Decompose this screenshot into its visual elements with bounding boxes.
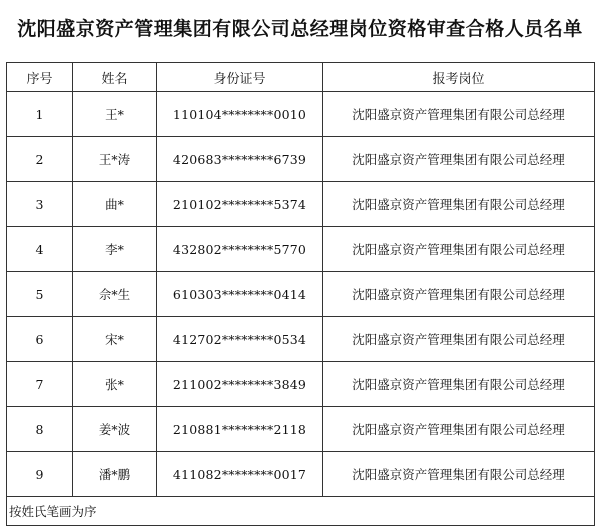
cell-id: 411082********0017 xyxy=(157,452,323,497)
cell-name: 姜*波 xyxy=(73,407,157,452)
table-row xyxy=(7,317,595,362)
cell-position: 沈阳盛京资产管理集团有限公司总经理 xyxy=(323,317,595,362)
header-position: 报考岗位 xyxy=(323,63,595,92)
cell-name: 王* xyxy=(73,92,157,137)
header-no: 序号 xyxy=(7,63,73,92)
cell-name: 王*涛 xyxy=(73,137,157,182)
cell-no: 6 xyxy=(7,317,73,362)
table-row xyxy=(7,92,595,137)
cell-id: 412702********0534 xyxy=(157,317,323,362)
table-row xyxy=(7,272,595,317)
cell-no: 1 xyxy=(7,92,73,137)
table-row xyxy=(7,362,595,407)
cell-no: 7 xyxy=(7,362,73,407)
cell-position: 沈阳盛京资产管理集团有限公司总经理 xyxy=(323,182,595,227)
table-header-row xyxy=(7,63,595,92)
table-row xyxy=(7,452,595,497)
table-row xyxy=(7,407,595,452)
table-row xyxy=(7,227,595,272)
cell-name: 潘*鹏 xyxy=(73,452,157,497)
cell-no: 8 xyxy=(7,407,73,452)
cell-id: 432802********5770 xyxy=(157,227,323,272)
header-id: 身份证号 xyxy=(157,63,323,92)
table-note-row xyxy=(7,497,595,526)
cell-id: 610303********0414 xyxy=(157,272,323,317)
cell-id: 210102********5374 xyxy=(157,182,323,227)
cell-no: 3 xyxy=(7,182,73,227)
cell-no: 4 xyxy=(7,227,73,272)
cell-position: 沈阳盛京资产管理集团有限公司总经理 xyxy=(323,362,595,407)
table-row xyxy=(7,182,595,227)
cell-position: 沈阳盛京资产管理集团有限公司总经理 xyxy=(323,137,595,182)
cell-no: 2 xyxy=(7,137,73,182)
cell-position: 沈阳盛京资产管理集团有限公司总经理 xyxy=(323,227,595,272)
cell-no: 9 xyxy=(7,452,73,497)
table-note: 按姓氏笔画为序 xyxy=(7,497,595,526)
cell-id: 110104********0010 xyxy=(157,92,323,137)
cell-position: 沈阳盛京资产管理集团有限公司总经理 xyxy=(323,407,595,452)
page-title: 沈阳盛京资产管理集团有限公司总经理岗位资格审查合格人员名单 xyxy=(17,18,583,40)
cell-name: 李* xyxy=(73,227,157,272)
candidate-table xyxy=(6,62,595,526)
header-name: 姓名 xyxy=(73,63,157,92)
cell-position: 沈阳盛京资产管理集团有限公司总经理 xyxy=(323,452,595,497)
cell-no: 5 xyxy=(7,272,73,317)
cell-name: 宋* xyxy=(73,317,157,362)
cell-id: 211002********3849 xyxy=(157,362,323,407)
cell-position: 沈阳盛京资产管理集团有限公司总经理 xyxy=(323,92,595,137)
cell-name: 张* xyxy=(73,362,157,407)
cell-name: 曲* xyxy=(73,182,157,227)
table-row xyxy=(7,137,595,182)
cell-id: 420683********6739 xyxy=(157,137,323,182)
cell-id: 210881********2118 xyxy=(157,407,323,452)
cell-position: 沈阳盛京资产管理集团有限公司总经理 xyxy=(323,272,595,317)
cell-name: 佘*生 xyxy=(73,272,157,317)
